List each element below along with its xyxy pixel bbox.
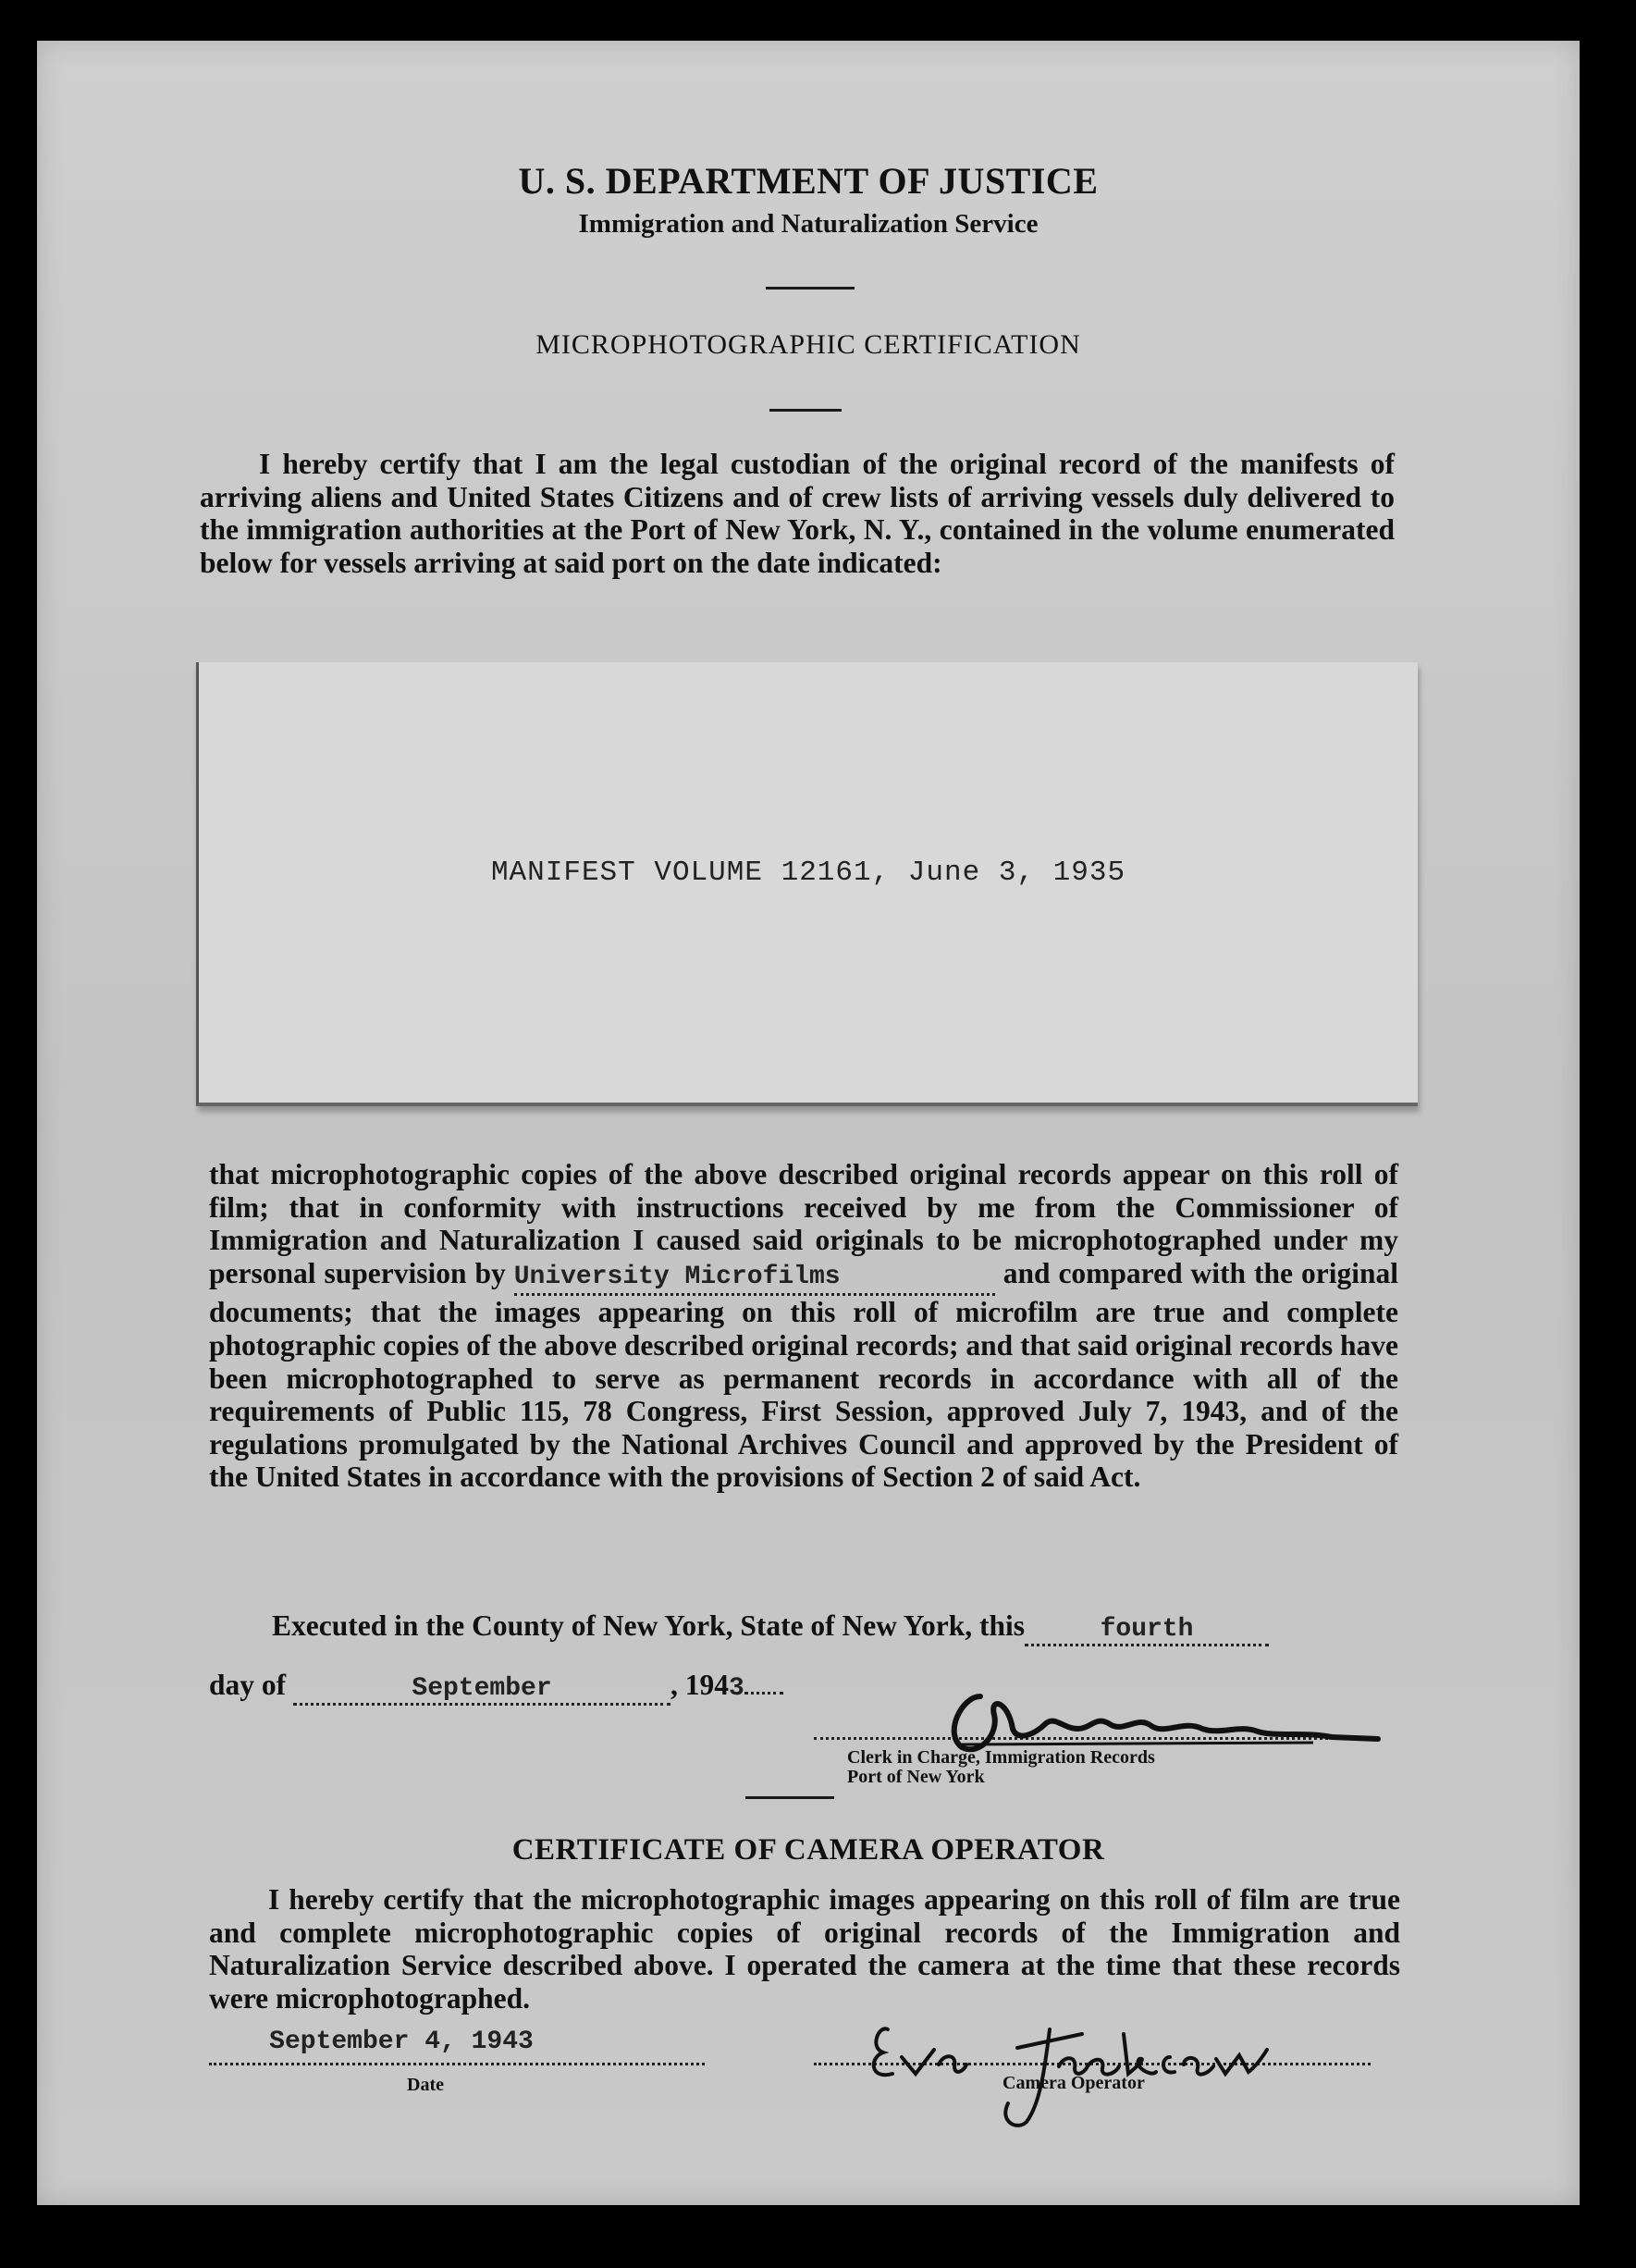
camera-paragraph: I hereby certify that the microphotographic images appearing on this roll of film are true and complete microphotographic copies of original records of the Immigration and Naturalization Service described above. I operated the camera at the time that these records were microphotographed. (209, 1883, 1400, 2015)
year-prefix: , 194 (670, 1669, 730, 1701)
manifest-volume-text: MANIFEST VOLUME 12161, June 3, 1935 (490, 857, 1126, 889)
execution-day-field (1025, 1609, 1269, 1646)
divider-title (769, 409, 842, 412)
divider-top (766, 287, 855, 290)
body-part1: that microphotographic copies of the above described original records appear on this roll of film; that in conformity with instructions received by me from the Commissioner of Immigration and Naturalization I caused said originals to be microphotographed under my personal supervision by (209, 1158, 1398, 1289)
camera-date-label: Date (407, 2075, 444, 2095)
certificate-page (37, 41, 1580, 2205)
department-heading: U. S. DEPARTMENT OF JUSTICE (518, 160, 1099, 202)
certification-body (209, 1158, 1398, 1494)
clerk-title-line1: Clerk in Charge, Immigration Records (847, 1747, 1155, 1768)
execution-day-value: fourth (1100, 1615, 1194, 1644)
camera-heading: CERTIFICATE OF CAMERA OPERATOR (511, 1833, 1105, 1867)
day-of-label: day of (209, 1669, 287, 1701)
month-value: September (412, 1674, 552, 1703)
camera-date-field (209, 2024, 705, 2065)
execution-text: Executed in the County of New York, State of New York, this (272, 1609, 1026, 1642)
year-dots (744, 1692, 783, 1695)
manifest-volume-box (196, 662, 1418, 1106)
clerk-title (847, 1748, 1155, 1787)
certification-title: MICROPHOTOGRAPHIC CERTIFICATION (535, 329, 1081, 360)
body-part2: and compared with the original documents; that the images appearing on this roll of microfilm are true and complete photographic copies of the above described original records; and that said original records have been microphotographed to serve as permanent records in accordance with all of the requirements of Public 115, 78 Congress, First Session, approved July 7, 1943, and of the regulations promulgated by the National Archives Council and approved by the President of the United States in accordance with the provisions of Section 2 of said Act. (209, 1256, 1398, 1494)
operator-label: Camera Operator (1003, 2073, 1145, 2093)
service-subheading: Immigration and Naturalization Service (578, 209, 1039, 239)
camera-date-value: September 4, 1943 (269, 2028, 534, 2056)
year-digit: 3 (729, 1674, 744, 1703)
intro-paragraph: I hereby certify that I am the legal custodian of the original record of the manifests of arriving aliens and United States Citizens and of crew lists of arriving vessels duly delivered to the immigration authorities at the Port of New York, N. Y., contained in the volume enumerated below for vessels arriving at said port on the date indicated: (200, 448, 1395, 579)
operator-signature (851, 1992, 1276, 2140)
day-of-line (209, 1669, 783, 1706)
microfilm-company-field (514, 1257, 995, 1297)
microfilm-company-value: University Microfilms (513, 1262, 841, 1291)
execution-line (272, 1609, 1269, 1646)
divider-camera (745, 1796, 834, 1799)
clerk-title-line2: Port of New York (847, 1767, 985, 1787)
month-field (293, 1669, 670, 1706)
